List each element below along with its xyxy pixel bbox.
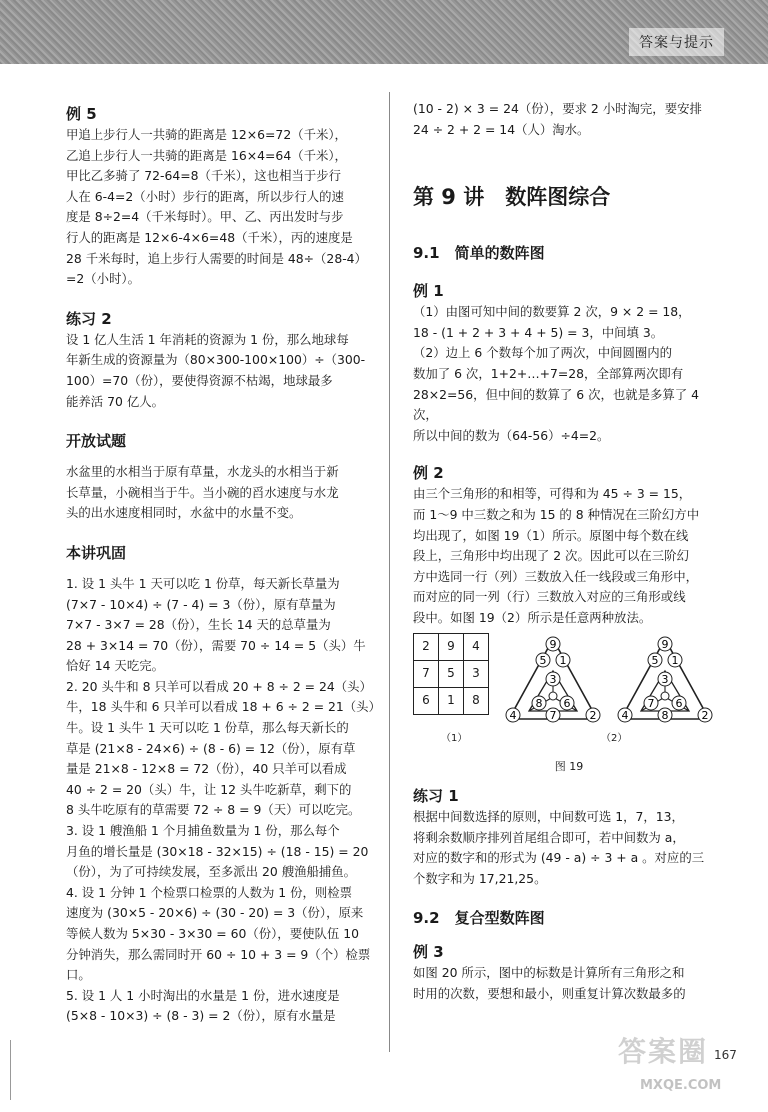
text-line: 24 ÷ 2 + 2 = 14（人）淘水。 <box>413 121 590 137</box>
text-line: 如图 20 所示，图中的标数是计算所有三角形之和 <box>413 965 685 981</box>
section-9-2-title: 9.2 复合型数阵图 <box>413 909 545 928</box>
practice-2-title: 练习 2 <box>66 309 112 328</box>
text-line: 1. 设 1 头牛 1 天可以吃 1 份草，每天新长草量为 <box>66 575 340 591</box>
header-section-label: 答案与提示 <box>629 28 724 56</box>
text-line: 人在 6-4=2（小时）步行的距离，所以步行人的速 <box>66 188 344 204</box>
example-5-title: 例 5 <box>66 105 97 123</box>
text-line: 3. 设 1 艘渔船 1 个月捕鱼数量为 1 份，那么每个 <box>66 823 340 839</box>
text-line: 能养活 70 亿人。 <box>66 393 164 409</box>
text-line: 8 头牛吃原有的草需要 72 ÷ 8 = 9（天）可以吃完。 <box>66 802 361 818</box>
watermark-url: MXQE.COM <box>640 1078 722 1093</box>
open-question-title: 开放试题 <box>66 432 127 451</box>
practice-2-body <box>66 330 378 412</box>
tri-b-number: 7 <box>647 696 655 710</box>
text-line: =2（小时）。 <box>66 271 141 287</box>
margin-rule <box>10 1040 11 1100</box>
text-line: 头的出水速度相同时，水盆中的水量不变。 <box>66 505 302 521</box>
magic-square-cell: 3 <box>464 660 489 687</box>
chapter-title: 第 9 讲 数阵图综合 <box>413 185 611 210</box>
text-line: 所以中间的数为（64-56）÷4=2。 <box>413 427 610 443</box>
text-line: 对应的数字和的形式为 (49 - a) ÷ 3 + a 。对应的三 <box>413 850 705 866</box>
text-line: 而 1～9 中三数之和为 15 的 8 种情况在三阶幻方中 <box>413 506 700 522</box>
text-line: 28×2=56，但中间的数算了 6 次，也就是多算了 4 次， <box>413 386 700 423</box>
left-column <box>66 103 381 1027</box>
magic-square-cell: 8 <box>464 687 489 714</box>
example-3-title: 例 3 <box>413 943 444 962</box>
text-line: 量是 21×8 - 12×8 = 72（份），40 只羊可以看成 <box>66 761 347 777</box>
figure-19 <box>413 633 725 751</box>
page-number: 167 <box>714 1048 737 1062</box>
text-line: 草是 (21×8 - 24×6) ÷ (8 - 6) = 12（份），原有草 <box>66 740 356 756</box>
section-9-1-title: 9.1 简单的数阵图 <box>413 244 545 263</box>
tri-a-number: 5 <box>539 653 547 667</box>
triangle-diagram-a <box>506 637 600 722</box>
text-line: 年新生成的资源量为（80×300-100×100）÷（300- <box>66 352 366 368</box>
text-line: 长草量，小碗相当于牛。当小碗的舀水速度与水龙 <box>66 484 339 500</box>
example-1-body <box>413 302 725 446</box>
tri-b-number: 9 <box>661 637 669 651</box>
text-line: 18 - (1 + 2 + 3 + 4 + 5) = 3，中间填 3。 <box>413 324 664 340</box>
text-line: 设 1 亿人生活 1 年消耗的资源为 1 份，那么地球每 <box>66 331 349 347</box>
magic-square-cell: 7 <box>414 660 439 687</box>
text-line: 速度为 (30×5 - 20×6) ÷ (30 - 20) = 3（份），原来 <box>66 905 364 921</box>
text-line: 甲比乙多骑了 72-64=8（千米），这也相当于步行 <box>66 168 342 184</box>
text-line: 月鱼的增长量是 (30×18 - 32×15) ÷ (18 - 15) = 20 <box>66 843 369 859</box>
open-question-body <box>66 462 378 524</box>
example-2-body <box>413 484 725 628</box>
tri-a-number: 2 <box>589 708 597 722</box>
right-column <box>413 99 725 1005</box>
tri-b-number: 2 <box>701 708 709 722</box>
text-line: （1）由图可知中间的数要算 2 次，9 × 2 = 18， <box>413 304 691 320</box>
text-line: 数加了 6 次，1+2+…+7=28，全部算两次即有 <box>413 365 684 381</box>
tri-a-number: 9 <box>549 637 557 651</box>
triangle-diagram-b <box>618 637 712 722</box>
text-line: 均出现了，如图 19（1）所示。原图中每个数在线 <box>413 527 689 543</box>
text-line: 牛。设 1 头牛 1 天可以吃 1 份草，那么每天新长的 <box>66 720 349 736</box>
figure-caption-2: （2） <box>601 732 628 744</box>
example-1-title: 例 1 <box>413 282 444 301</box>
text-line: 7×7 - 3×7 = 28（份），生长 14 天的总草量为 <box>66 617 331 633</box>
text-line: 由三个三角形的和相等，可得和为 45 ÷ 3 = 15， <box>413 486 692 502</box>
page-header-band <box>0 0 768 64</box>
tri-b-number: 3 <box>661 672 669 686</box>
text-line: （份），为了可持续发展，至多派出 20 艘渔船捕鱼。 <box>66 864 357 880</box>
text-line: 甲追上步行人一共骑的距离是 12×6=72（千米）， <box>66 127 347 142</box>
text-line: 而对应的同一列（行）三数放入对应的三角形或线 <box>413 589 686 605</box>
review-title: 本讲巩固 <box>66 543 127 562</box>
text-line: 28 + 3×14 = 70（份），需要 70 ÷ 14 = 5（头）牛 <box>66 637 366 653</box>
text-line: 行人的距离是 12×6-4×6=48（千米），丙的速度是 <box>66 229 353 245</box>
text-line: 恰好 14 天吃完。 <box>66 658 164 674</box>
tri-a-number: 8 <box>535 696 543 710</box>
magic-square-cell: 1 <box>439 687 464 714</box>
tri-b-number: 4 <box>621 708 629 722</box>
text-line: (5×8 - 10×3) ÷ (8 - 3) = 2（份），原有水量是 <box>66 1008 336 1024</box>
watermark-logo: 答案圈 <box>618 1035 709 1068</box>
tri-b-number: 5 <box>651 653 659 667</box>
text-line: 段上，三角形中均出现了 2 次。因此可以在三阶幻 <box>413 548 689 564</box>
text-line: 2. 20 头牛和 8 只羊可以看成 20 + 8 ÷ 2 = 24（头） <box>66 678 372 694</box>
text-line: 4. 设 1 分钟 1 个检票口检票的人数为 1 份，则检票 <box>66 884 353 900</box>
text-line: (7×7 - 10×4) ÷ (7 - 4) = 3（份），原有草量为 <box>66 596 336 612</box>
text-line: 40 ÷ 2 = 20（头）牛，让 12 头牛吃新草，剩下的 <box>66 781 352 797</box>
tri-b-number: 1 <box>671 653 679 667</box>
text-line: 等候人数为 5×30 - 3×30 = 60（份），要使队伍 10 <box>66 926 359 941</box>
magic-square-cell: 2 <box>414 633 439 660</box>
text-line: (10 - 2) × 3 = 24（份），要求 2 小时淘完，要安排 <box>413 101 702 116</box>
tri-a-number: 4 <box>509 708 517 722</box>
tri-a-number: 1 <box>559 653 567 667</box>
tri-a-number: 3 <box>549 672 557 686</box>
example-5-body <box>66 125 378 290</box>
column-divider <box>389 92 390 1052</box>
review-body <box>66 574 381 1027</box>
practice-1-body <box>413 807 725 889</box>
text-line: 个数字和为 17,21,25。 <box>413 870 547 886</box>
tri-b-number: 8 <box>661 708 669 722</box>
tri-b-number: 6 <box>675 696 683 710</box>
figure-19-title: 图 19 <box>554 759 584 773</box>
text-line: 时用的次数，要想和最小，则重复计算次数最多的 <box>413 986 686 1002</box>
text-line: 段中。如图 19（2）所示是任意两种放法。 <box>413 609 652 625</box>
tri-a-number: 7 <box>549 708 557 722</box>
tri-a-number: 6 <box>563 696 571 710</box>
text-line: 牛，18 头牛和 6 只羊可以看成 18 + 6 ÷ 2 = 21（头） <box>66 699 381 715</box>
magic-square-cell: 6 <box>414 687 439 714</box>
text-line: 乙追上步行人一共骑的距离是 16×4=64（千米）， <box>66 147 347 163</box>
text-line: 度是 8÷2=4（千米每时）。甲、乙、丙出发时与步 <box>66 209 344 225</box>
practice-1-title: 练习 1 <box>413 787 459 806</box>
text-line: （2）边上 6 个数每个加了两次，中间圆圈内的 <box>413 345 673 361</box>
text-line: 分钟消失，那么需同时开 60 ÷ 10 + 3 = 9（个）检票口。 <box>66 946 371 983</box>
text-line: 将剩余数顺序排列首尾组合即可，若中间数为 a， <box>413 829 685 845</box>
figure-caption-1: （1） <box>441 732 468 744</box>
magic-square-cell: 5 <box>439 660 464 687</box>
text-line: 方中选同一行（列）三数放入任一线段或三角形中， <box>413 568 698 584</box>
text-line: 28 千米每时，追上步行人需要的时间是 48÷（28-4） <box>66 250 367 266</box>
text-line: 根据中间数选择的原则，中间数可选 1，7，13， <box>413 809 684 825</box>
magic-square-cell: 9 <box>439 633 464 660</box>
text-line: 100）=70（份），要使得资源不枯竭，地球最多 <box>66 372 333 388</box>
text-line: 5. 设 1 人 1 小时淘出的水量是 1 份，进水速度是 <box>66 987 340 1003</box>
example-2-title: 例 2 <box>413 464 444 483</box>
magic-square-cell: 4 <box>464 633 489 660</box>
example-3-body <box>413 963 725 1004</box>
text-line: 水盆里的水相当于原有草量，水龙头的水相当于新 <box>66 464 339 480</box>
